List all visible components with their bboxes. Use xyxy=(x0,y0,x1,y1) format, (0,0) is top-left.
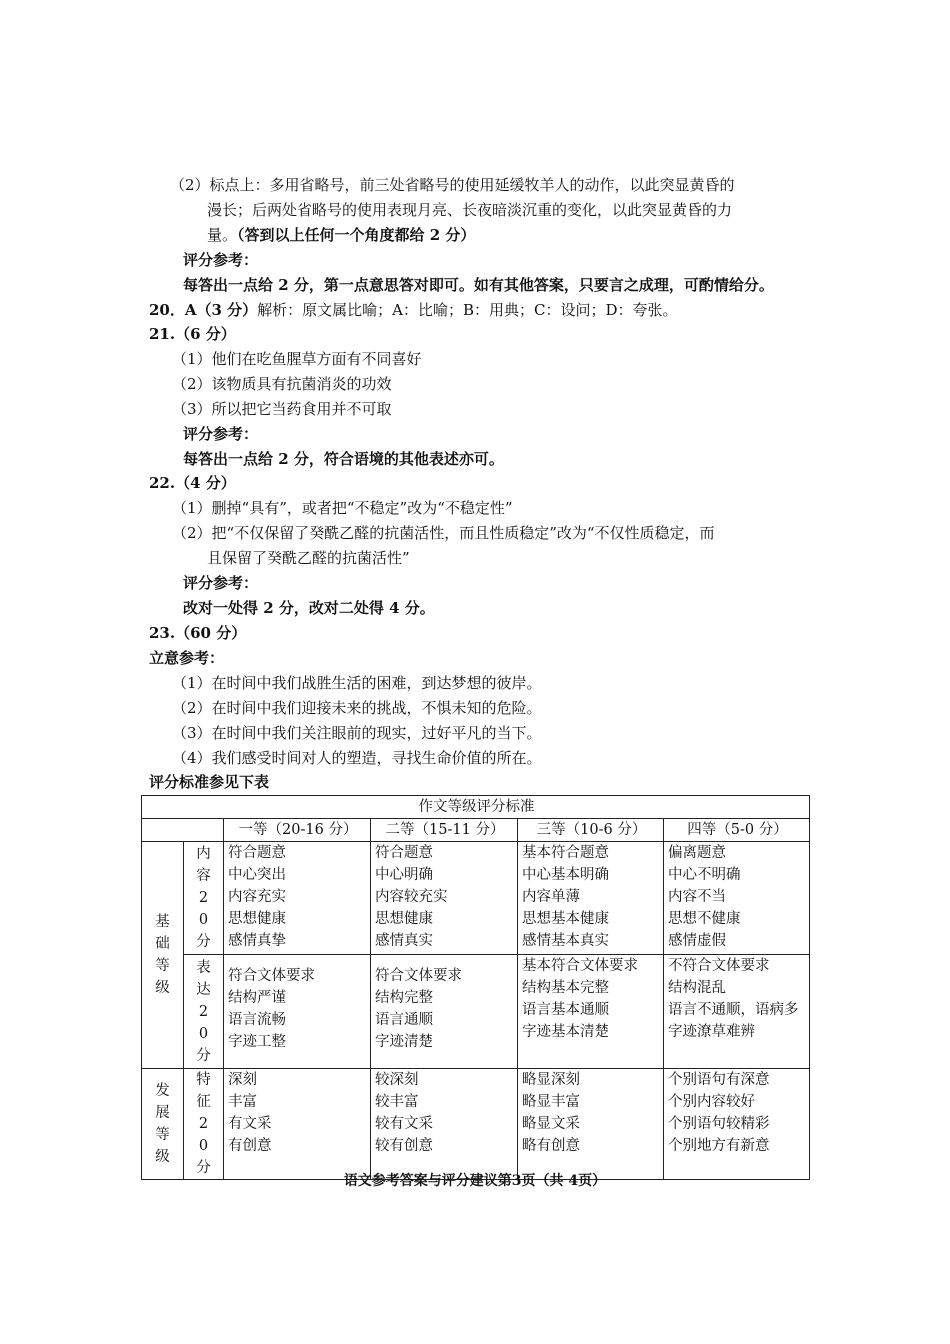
q22-item2-line1: （2）把“不仅保留了癸酰乙醛的抗菌活性，而且性质稳定”改为“不仅性质稳定，而 xyxy=(172,524,715,542)
row-content-label xyxy=(184,842,224,955)
row-features-label xyxy=(184,1069,224,1180)
features-grade-3 xyxy=(518,1069,664,1180)
cell-line: 内容单薄 xyxy=(522,889,580,905)
cell-line: 基本符合文体要求 xyxy=(522,958,638,974)
q23-item4: （4）我们感受时间对人的塑造，寻找生命价值的所在。 xyxy=(172,749,542,767)
cell-line: 符合题意 xyxy=(375,845,433,861)
group-development-level-label: 发展等级 xyxy=(155,1083,170,1165)
cell-line: 略显深刻 xyxy=(522,1072,580,1088)
cell-line: 符合文体要求 xyxy=(375,968,462,984)
group-basic-level xyxy=(142,842,184,1069)
cell-line: 个别地方有新意 xyxy=(668,1138,770,1154)
content-grade-1 xyxy=(224,842,371,955)
grading-table xyxy=(141,795,810,1180)
header-blank-cell xyxy=(142,819,224,842)
q21-item2: （2）该物质具有抗菌消炎的功效 xyxy=(172,375,392,393)
row-content-label-text: 内容20分 xyxy=(196,846,211,950)
cell-line: 个别内容较好 xyxy=(668,1094,755,1110)
expression-grade-4 xyxy=(664,955,810,1069)
cell-line: 思想基本健康 xyxy=(522,911,609,927)
features-grade-1 xyxy=(224,1069,371,1180)
q21-item3: （3）所以把它当药食用并不可取 xyxy=(172,400,392,418)
table-title: 作文等级评分标准 xyxy=(142,796,810,819)
cell-line: 思想健康 xyxy=(228,911,286,927)
cell-line: 结构混乱 xyxy=(668,980,726,996)
cell-line: 感情真实 xyxy=(375,933,433,949)
row-features xyxy=(142,1069,810,1180)
table-title-row xyxy=(142,796,810,819)
expression-grade-2 xyxy=(371,955,518,1069)
row-features-label-text: 特征20分 xyxy=(196,1072,211,1176)
cell-line: 结构基本完整 xyxy=(522,980,609,996)
features-grade-4 xyxy=(664,1069,810,1180)
table-header-row xyxy=(142,819,810,842)
cell-line: 中心不明确 xyxy=(668,867,741,883)
cell-line: 内容较充实 xyxy=(375,889,448,905)
scoring-ref-label-1: 评分参考： xyxy=(183,251,259,269)
features-grade-2 xyxy=(371,1069,518,1180)
cell-line: 字迹清楚 xyxy=(375,1034,433,1050)
cell-line: 有文采 xyxy=(228,1116,272,1132)
page-footer: 语文参考答案与评分建议第3页（共 4页） xyxy=(343,1173,607,1189)
expression-grade-1 xyxy=(224,955,371,1069)
cell-line: 较有创意 xyxy=(375,1138,433,1154)
scoring-ref-text-1: 每答出一点给 2 分，第一点意思答对即可。如有其他答案，只要言之成理，可酌情给分。 xyxy=(183,276,774,294)
cell-line: 语言不通顺，语病多 xyxy=(668,1002,799,1018)
cell-line: 较有文采 xyxy=(375,1116,433,1132)
cell-line: 语言基本通顺 xyxy=(522,1002,609,1018)
cell-line: 感情虚假 xyxy=(668,933,726,949)
q23-item3: （3）在时间中我们关注眼前的现实，过好平凡的当下。 xyxy=(172,724,542,742)
q19-item2-line2: 漫长；后两处省略号的使用表现月亮、长夜暗淡沉重的变化，以此突显黄昏的力 xyxy=(207,201,733,219)
q19-scoring-note: （答到以上任何一个角度都给 2 分） xyxy=(237,226,476,244)
cell-line: 不符合文体要求 xyxy=(668,958,770,974)
q23-subheading: 立意参考： xyxy=(149,649,225,667)
q21-item1: （1）他们在吃鱼腥草方面有不同喜好 xyxy=(172,350,422,368)
cell-line: 丰富 xyxy=(228,1094,257,1110)
cell-line: 深刻 xyxy=(228,1072,257,1088)
cell-line: 较丰富 xyxy=(375,1094,419,1110)
content-grade-2 xyxy=(371,842,518,955)
expression-grade-3 xyxy=(518,955,664,1069)
cell-line: 思想健康 xyxy=(375,911,433,927)
q22-heading: 22.（4 分） xyxy=(149,474,236,492)
q23-heading: 23.（60 分） xyxy=(149,624,247,642)
cell-line: 符合文体要求 xyxy=(228,968,315,984)
scoring-ref-label-3: 评分参考： xyxy=(183,574,259,592)
scoring-ref-label-2: 评分参考： xyxy=(183,425,259,443)
cell-line: 感情真挚 xyxy=(228,933,286,949)
cell-line: 语言通顺 xyxy=(375,1012,433,1028)
cell-line: 思想不健康 xyxy=(668,911,741,927)
q23-item1: （1）在时间中我们战胜生活的困难，到达梦想的彼岸。 xyxy=(172,674,542,692)
q20-answer: 20．A（3 分） xyxy=(149,301,258,319)
group-development-level xyxy=(142,1069,184,1180)
cell-line: 感情基本真实 xyxy=(522,933,609,949)
scoring-ref-text-2: 每答出一点给 2 分，符合语境的其他表述亦可。 xyxy=(183,450,504,468)
header-grade-1: 一等（20-16 分） xyxy=(224,819,371,842)
q20-line xyxy=(149,298,678,323)
cell-line: 略显丰富 xyxy=(522,1094,580,1110)
cell-line: 较深刻 xyxy=(375,1072,419,1088)
q19-item2-line1: （2）标点上：多用省略号，前三处省略号的使用延缓牧羊人的动作，以此突显黄昏的 xyxy=(170,176,735,194)
q22-item1: （1）删掉“具有”，或者把“不稳定”改为“不稳定性” xyxy=(172,499,513,517)
q19-item2-line3-text: 量。 xyxy=(207,226,238,244)
q22-item2-line2: 且保留了癸酰乙醛的抗菌活性” xyxy=(207,549,410,567)
q21-heading: 21.（6 分） xyxy=(149,325,236,343)
cell-line: 语言流畅 xyxy=(228,1012,286,1028)
cell-line: 内容充实 xyxy=(228,889,286,905)
cell-line: 字迹工整 xyxy=(228,1034,286,1050)
cell-line: 个别语句较精彩 xyxy=(668,1116,770,1132)
row-expression xyxy=(142,955,810,1069)
cell-line: 内容不当 xyxy=(668,889,726,905)
cell-line: 中心明确 xyxy=(375,867,433,883)
header-grade-3: 三等（10-6 分） xyxy=(518,819,664,842)
cell-line: 略显文采 xyxy=(522,1116,580,1132)
cell-line: 个别语句有深意 xyxy=(668,1072,770,1088)
cell-line: 字迹基本清楚 xyxy=(522,1024,609,1040)
content-grade-4 xyxy=(664,842,810,955)
q20-explanation: 解析：原文属比喻；A：比喻；B：用典；C：设问；D：夸张。 xyxy=(257,301,678,319)
row-expression-label xyxy=(184,955,224,1069)
cell-line: 符合题意 xyxy=(228,845,286,861)
content-grade-3 xyxy=(518,842,664,955)
cell-line: 中心基本明确 xyxy=(522,867,609,883)
cell-line: 偏离题意 xyxy=(668,845,726,861)
q19-item2-line3 xyxy=(207,223,475,248)
cell-line: 中心突出 xyxy=(228,867,286,883)
cell-line: 有创意 xyxy=(228,1138,272,1154)
cell-line: 结构完整 xyxy=(375,990,433,1006)
scoring-ref-text-3: 改对一处得 2 分，改对二处得 4 分。 xyxy=(183,599,435,617)
cell-line: 字迹潦草难辨 xyxy=(668,1024,755,1040)
group-basic-level-label: 基础等级 xyxy=(155,914,170,996)
row-expression-label-text: 表达20分 xyxy=(196,959,211,1064)
q23-item2: （2）在时间中我们迎接未来的挑战，不惧未知的危险。 xyxy=(172,699,542,717)
cell-line: 结构严谨 xyxy=(228,990,286,1006)
header-grade-2: 二等（15-11 分） xyxy=(371,819,518,842)
cell-line: 基本符合题意 xyxy=(522,845,609,861)
row-content xyxy=(142,842,810,955)
table-intro: 评分标准参见下表 xyxy=(149,773,270,791)
header-grade-4: 四等（5-0 分） xyxy=(664,819,810,842)
cell-line: 略有创意 xyxy=(522,1138,580,1154)
